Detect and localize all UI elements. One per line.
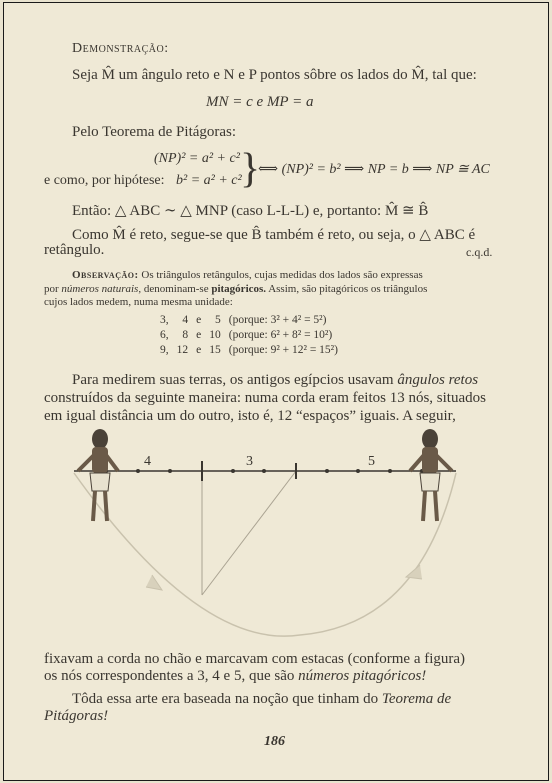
knot	[231, 469, 235, 473]
knot	[168, 469, 172, 473]
observation-text: Os triângulos retângulos, cujas medidas dos lados são expressas	[141, 269, 423, 281]
paragraph-text: Tôda essa arte era baseada na noção que tinham do	[72, 691, 379, 707]
paragraph-italic: números pitagóricos!	[298, 668, 427, 684]
paragraph-line: Pitágoras!	[44, 708, 109, 724]
paragraph-line: fixavam a corda no chão e marcavam com estacas (conforme a figura)	[44, 651, 466, 667]
text-line: Pelo Teorema de Pitágoras:	[72, 124, 237, 140]
triple-cell: 4	[182, 314, 189, 326]
observation-text: Assim, são pitagóricos os triângulos	[268, 283, 428, 295]
ground-arc	[74, 473, 456, 636]
label-4: 4	[144, 454, 151, 469]
egyptian-figure-left	[78, 429, 118, 521]
observation-italic: números naturais,	[61, 283, 142, 295]
knot	[325, 469, 329, 473]
observation-line	[44, 283, 427, 295]
cqd: c.q.d.	[466, 245, 493, 259]
text-line: Então: △ ABC ∼ △ MNP (caso L-L-L) e, portanto: M̂ ≅ B̂	[72, 203, 429, 219]
rope-hypotenuse	[202, 471, 296, 595]
observation-line	[72, 269, 423, 281]
heading: Demonstração:	[72, 41, 169, 56]
text-line: Como M̂ é reto, segue-se que B̂ também é reto, ou seja, o △ ABC é	[72, 227, 476, 243]
arrow-right	[406, 565, 422, 579]
equation: ⟺ (NP)² = b² ⟹ NP = b ⟹ NP ≅ AC	[258, 162, 490, 177]
paragraph-text: os nós correspondentes a 3, 4 e 5, que são	[44, 668, 295, 684]
knot	[356, 469, 360, 473]
triple-cell: 12	[176, 344, 189, 356]
equation: (NP)² = a² + c²	[154, 151, 240, 166]
observation-text: denominam-se	[143, 283, 209, 295]
paragraph-line: em igual distância um do outro, isto é, 12 “espaços” iguais. A seguir,	[44, 408, 456, 424]
equation: b² = a² + c²	[176, 173, 242, 188]
triple-cell: 6,	[160, 329, 169, 341]
paragraph-line	[72, 691, 451, 708]
pythagorean-triples-table	[156, 313, 342, 358]
triple-explanation: (porque: 6² + 8² = 10²)	[228, 329, 333, 341]
knot	[262, 469, 266, 473]
rope-figure	[60, 425, 470, 650]
arrow-left	[146, 575, 162, 590]
triple-row	[156, 328, 342, 343]
triple-cell: e	[196, 344, 202, 356]
knot	[136, 469, 140, 473]
paragraph-text: Para medirem suas terras, os antigos egípcios usavam	[72, 372, 394, 388]
equation: MN = c e MP = a	[206, 94, 314, 110]
text-line: Seja M̂ um ângulo reto e N e P pontos sôbre os lados do M̂, tal que:	[72, 67, 477, 83]
triple-explanation: (porque: 9² + 12² = 15²)	[228, 344, 338, 356]
paragraph-italic: ângulos retos	[397, 372, 479, 388]
page-number: 186	[264, 734, 285, 749]
observation-bold: pitagóricos.	[211, 283, 267, 295]
observation-line: cujos lados medem, numa mesma unidade:	[44, 296, 233, 308]
paragraph-line	[72, 372, 478, 389]
triple-cell: 9,	[160, 344, 169, 356]
brace-symbol: }	[240, 146, 261, 192]
triple-cell: e	[196, 329, 202, 341]
triple-row	[156, 343, 342, 358]
triple-cell: 15	[209, 344, 221, 356]
triple-cell: e	[196, 314, 202, 326]
paragraph-italic: Teorema de	[381, 691, 452, 707]
triple-cell: 10	[209, 329, 221, 341]
triple-cell: 5	[214, 314, 221, 326]
triple-explanation: (porque: 3² + 4² = 5²)	[228, 314, 327, 326]
paragraph-line: construídos da seguinte maneira: numa corda eram feitos 13 nós, situados	[44, 390, 486, 406]
observation-label: Observação:	[72, 269, 139, 281]
triple-cell: 8	[182, 329, 189, 341]
triple-row	[156, 313, 342, 328]
observation-text: por	[44, 283, 59, 295]
text-line: retângulo.	[44, 242, 105, 258]
label-3: 3	[246, 454, 253, 469]
text-line: e como, por hipótese:	[44, 173, 165, 188]
triple-cell: 3,	[160, 314, 169, 326]
label-5: 5	[368, 454, 375, 469]
knot	[388, 469, 392, 473]
paragraph-line	[44, 668, 426, 685]
